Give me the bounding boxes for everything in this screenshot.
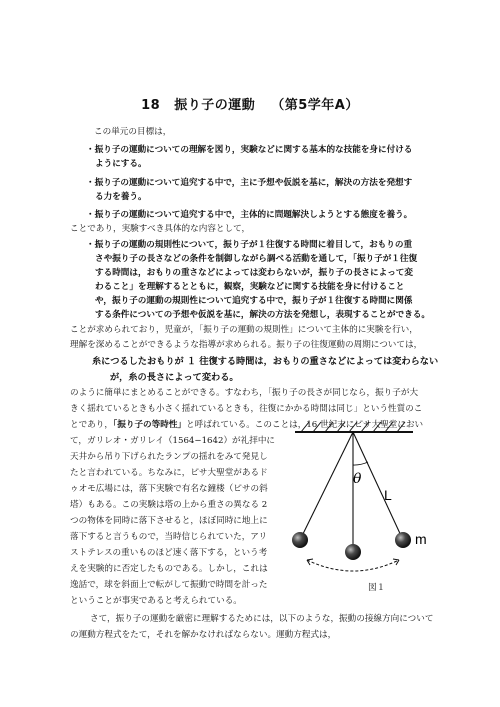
- body-line: ゥオモ広場には，落下実験で有名な鐘楼（ピサの斜: [70, 484, 268, 494]
- isochronism-term: 「振り子の等時性」: [112, 420, 187, 430]
- body-line: ことが求められており，児童が，「振り子の運動の規則性」について主体的に実験を行い，: [70, 325, 418, 335]
- section-title: [0, 94, 500, 113]
- pendulum-figure: [285, 420, 435, 582]
- title-number: 18: [141, 98, 161, 113]
- swing-arc: [307, 560, 399, 571]
- body-line: 逸話で，球を斜面上で転がして振動で時間を計った: [70, 580, 268, 590]
- body-line: 理解を深めることができるような指導が求められる。振り子の往復運動の周期については，: [70, 340, 423, 350]
- content-line: ・振り子の運動の規則性について，振り子が１往復する時間に着目して，おもりの重: [86, 240, 413, 250]
- body-line: ということが事実であると考えられている。: [70, 596, 242, 606]
- title-sub: （第5学年A）: [271, 98, 359, 113]
- goal-line: ・振り子の運動について追究する中で，主体的に問題解決しようとする態度を養う。: [86, 210, 413, 220]
- body-line: つの物体を同時に落下させると，ほぼ同時に地上に: [70, 516, 268, 526]
- intro-text: この単元の目標は，: [94, 127, 172, 137]
- body-line: て，ガリレオ・ガリレイ（1564−1642）が礼拝中に: [70, 436, 276, 446]
- theta-label: θ: [353, 471, 362, 487]
- goal-line: ようにする。: [95, 159, 147, 169]
- body-line: の運動方程式をたて，それを解かなければならない。運動方程式は，: [70, 630, 337, 640]
- mass-label: m: [415, 531, 427, 547]
- body-line: 落下すると言うもので，当時信じられていた，アリ: [70, 532, 268, 542]
- body-line: さて，振り子の運動を厳密に理解するためには，以下のような，振動の接線方向について: [90, 614, 434, 624]
- title-main: 振り子の運動: [174, 98, 256, 113]
- goal-line: ・振り子の運動について追究する中で，主に予想や仮説を基に，解決の方法を発想す: [86, 178, 413, 188]
- length-label: L: [384, 487, 392, 503]
- body-text: と呼ばれている。このことは，16 世紀末にピサ大聖堂におい: [186, 420, 424, 430]
- body-line: 塔）もある。この実験は塔の上から重さの異なる 2: [70, 500, 268, 510]
- figure-caption: 図１: [368, 583, 386, 593]
- highlight-line: が，糸の長さによって変わる。: [110, 372, 239, 383]
- angle-arc: [353, 462, 368, 465]
- body-line: 天井から吊り下げられたランプの揺れをみて発見し: [70, 452, 268, 462]
- goal-line: る力を養う。: [95, 192, 147, 202]
- body-line: たと言われている。ちなみに，ピサ大聖堂があるド: [70, 468, 268, 478]
- bob-right: [395, 532, 411, 548]
- body-line: きく揺れているときも小さく揺れているときも，往復にかかる時間は同じ」という性質のこ: [70, 404, 423, 414]
- string-left: [300, 432, 353, 540]
- content-intro: ことであり，実験すべき具体的な内容として，: [70, 224, 251, 234]
- goal-line: ・振り子の運動についての理解を図り，実験などに関する基本的な技能を身に付ける: [86, 145, 413, 155]
- swing-arrow-right-icon: [393, 559, 399, 565]
- body-text: とであり，: [70, 420, 113, 430]
- content-line: わること」を理解するとともに，観察，実験などに関する技能を身に付けること: [95, 282, 405, 292]
- bob-center: [345, 544, 361, 560]
- ceiling-hatch: [295, 422, 413, 432]
- content-line: する条件についての予想や仮説を基に，解決の方法を発想し，表現することができる。: [95, 310, 430, 320]
- content-line: する時間は，おもりの重さなどによっては変わらないが，振り子の長さによって変: [95, 268, 413, 278]
- body-line: のように簡単にまとめることができる。すなわち，「振り子の長さが同じなら，振り子が大: [70, 388, 419, 398]
- content-line: や，振り子の運動の規則性について追究する中で，振り子が１往復する時間に関係: [95, 296, 413, 306]
- body-line: えを実験的に否定したものである。しかし，これは: [70, 564, 268, 574]
- content-line: さや振り子の長さなどの条件を制御しながら調べる活動を通して，「振り子が１往復: [95, 254, 418, 264]
- highlight-line: 糸につるしたおもりが １ 往復する時間は，おもりの重さなどによっては変わらない: [92, 356, 439, 367]
- body-line: ストテレスの重いものほど速く落下する，という考: [70, 548, 268, 558]
- bob-left: [292, 532, 308, 548]
